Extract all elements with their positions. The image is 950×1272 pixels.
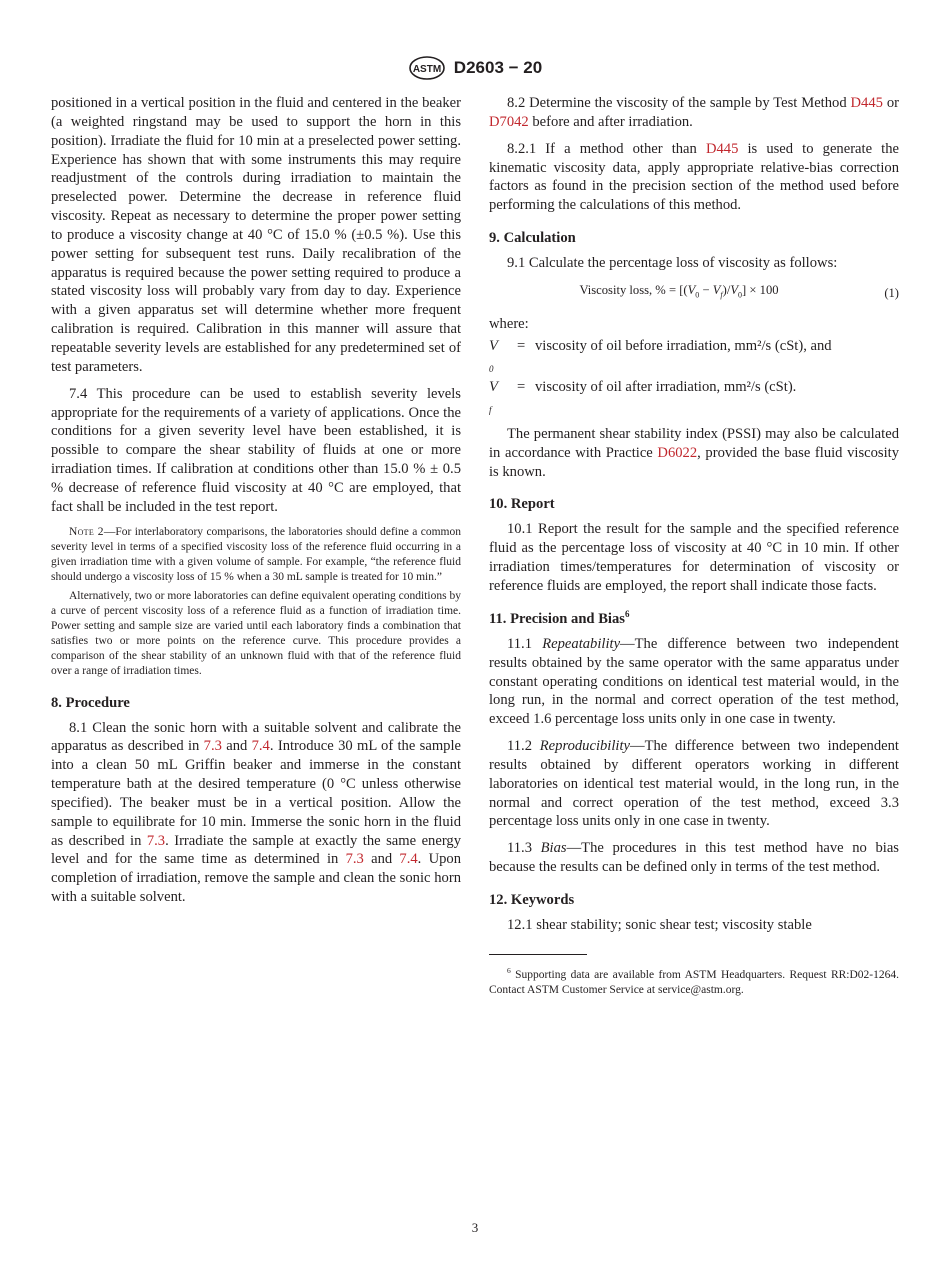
- link-7-3[interactable]: 7.3: [345, 851, 364, 868]
- footnote-divider: [489, 954, 587, 955]
- definition-vf-text: viscosity of oil after irradiation, mm²/s (cSt).: [535, 379, 797, 396]
- text-span: 11.2: [507, 738, 540, 755]
- page-header: [0, 56, 950, 80]
- definition-vf: [489, 378, 832, 419]
- equation-formula: $[(V_0 - V_f)/V_0]$: [679, 282, 747, 300]
- paragraph-11-2: [489, 737, 899, 831]
- text-span: 11.1: [507, 635, 543, 652]
- link-d7042[interactable]: D7042: [489, 113, 529, 130]
- paragraph-8-1: [51, 719, 461, 907]
- link-7-3[interactable]: 7.3: [203, 738, 222, 755]
- note-2-text: —For interlaboratory comparisons, the laboratories should define a common severity level in terms of a specified viscosity loss of the reference fluid occurring in a given irradiation time with a given volume of sample. For example, “the reference fluid should undergo a viscosity loss of 15 % when a 30 mL sample is treated for 10 min.”: [51, 525, 462, 583]
- equation-1: [489, 281, 899, 305]
- text-span: 8.1 Clean the sonic horn with a suitable solvent and calibrate the apparatus as described in: [51, 719, 461, 755]
- text-span: Bias: [540, 840, 567, 857]
- text-span: Reproducibility: [539, 738, 630, 755]
- footnote-ref-6[interactable]: 6: [624, 608, 630, 619]
- text-span: The permanent shear stability index (PSSI) may also be calculated in accordance with Practice: [489, 425, 899, 461]
- text-span: 0: [489, 364, 494, 375]
- document-designation: D2603 − 20: [453, 58, 543, 77]
- paragraph-11-1: [489, 635, 899, 729]
- link-d445[interactable]: D445: [705, 140, 739, 157]
- paragraph-7-3-continued: positioned in a vertical position in the fluid and centered in the beaker (a weighted ringstand may be used to support the horn in this position). Irradiate the fluid for 10 min at a preselected power setting. Experience has shown that with some instruments this may require readjustment of the controls during irradiation to maintain the preselected power. Determine the decrease in reference fluid viscosity. Repeat as necessary to determine the proper power setting to produce a viscosity change at 40 °C of 15.0 % (±0.5 %). Use this power setting for subsequent test runs. Daily recalibration of the apparatus is required because the power setting required to produce a stated viscosity loss will probably vary from day to day. Experience with a given apparatus set will determine whether more frequent calibration is required. Calibration in this manner will assure that repeatable severity levels are established for any predetermined set of test parameters.: [51, 95, 461, 375]
- text-span: is used to generate the kinematic viscosity data, apply appropriate relative-bias correction factors as found in the precision section of the method used before performing the calculations of this method.: [489, 140, 900, 214]
- equals-sign: =: [517, 338, 526, 355]
- footnote-6: [489, 963, 899, 998]
- text-span: V: [489, 379, 498, 396]
- left-column: [51, 94, 461, 915]
- right-column: [489, 94, 899, 998]
- note-2: [51, 525, 461, 585]
- link-7-4[interactable]: 7.4: [399, 851, 418, 868]
- text-span: 11. Precision and Bias: [489, 610, 625, 627]
- text-span: and: [221, 738, 252, 755]
- text-span: 6: [507, 965, 511, 975]
- link-7-4[interactable]: 7.4: [251, 738, 270, 755]
- text-span: , provided the base fluid viscosity is known.: [489, 444, 899, 480]
- text-span: Supporting data are available from ASTM Headquarters. Request RR:D02-1264. Contact ASTM Customer Service at service@astm.org.: [489, 968, 899, 996]
- symbol-vf: [489, 378, 517, 419]
- paragraph-8-2: [489, 94, 899, 132]
- text-span: —The difference between two independent results obtained by the same operator with the same apparatus under constant operating conditions on identical test material would, in the long run, in the normal and correct operation of the test method, exceed 1.6 percentage loss units only in one case in twenty.: [489, 635, 899, 728]
- section-11-heading: [489, 610, 899, 628]
- paragraph-9-1: 9.1 Calculate the percentage loss of viscosity as follows:: [507, 255, 838, 272]
- paragraph-10-1: 10.1 Report the result for the sample and the specified reference fluid as the percentage loss of viscosity at 40 °C in 10 min. If other irradiation times/temperatures for determination of viscosity or reference fluids are employed, the report shall indicate those facts.: [489, 521, 899, 594]
- astm-logo: [408, 56, 446, 80]
- page-number: 3: [471, 1220, 479, 1235]
- text-span: 11.3: [507, 840, 541, 857]
- equation-body: [489, 281, 869, 305]
- text-span: . Upon completion of irradiation, remove the sample and clean the sonic horn with a suitable solvent.: [51, 851, 461, 906]
- section-8-heading: 8. Procedure: [51, 694, 130, 711]
- link-d6022[interactable]: D6022: [657, 444, 698, 461]
- text-span: or: [882, 95, 899, 111]
- text-span: . Introduce 30 mL of the sample into a clean 50 mL Griffin beaker and immerse in the constant temperature bath at the desired temperature (0 °C unless otherwise specified). The beaker must be in a vertical position. Allow the sample to equilibrate for 10 min. Immerse the sonic horn in the fluid as described in: [51, 738, 461, 849]
- section-10-heading: 10. Report: [489, 496, 555, 513]
- note-2-label: Note 2: [69, 525, 104, 538]
- text-span: . Irradiate the sample at exactly the same energy level and for the same time as determined in: [51, 832, 462, 868]
- astm-logo-text: ASTM: [412, 64, 441, 75]
- paragraph-12-1: 12.1 shear stability; sonic shear test; viscosity stable: [507, 916, 812, 933]
- text-span: —The difference between two independent results obtained by different operators working in different laboratories on identical test material would, in the long run, in the normal and correct operation of the test method, exceed 3.3 percentage loss units only in one case in twenty.: [489, 738, 899, 830]
- definition-v0: [489, 337, 832, 378]
- variable-definitions: [489, 337, 832, 419]
- paragraph-11-3: [489, 839, 899, 877]
- section-12-heading: 12. Keywords: [489, 891, 575, 908]
- text-span: 8.2 Determine the viscosity of the sample by Test Method: [507, 95, 851, 111]
- text-span: before and after irradiation.: [528, 113, 693, 130]
- text-span: f: [489, 404, 492, 415]
- paragraph-8-2-1: [489, 140, 899, 215]
- definition-v0-text: viscosity of oil before irradiation, mm²/s (cSt), and: [535, 338, 832, 355]
- link-d445[interactable]: D445: [850, 95, 883, 111]
- note-2-continued: Alternatively, two or more laboratories can define equivalent operating conditions by a curve of percent viscosity loss of a reference fluid as a function of irradiation time. Power setting and sample size are varied until each laboratory finds a combination that satisfies two or more points on the reference curve. This procedure provides a comparison of the shear stability of an unknown fluid with that of the reference fluid over a range of irradiation times.: [51, 589, 461, 678]
- text-span: Repeatability: [542, 635, 621, 652]
- section-9-heading: 9. Calculation: [489, 230, 576, 247]
- paragraph-7-4: 7.4 This procedure can be used to establish severity levels appropriate for the requirements of a variety of applications. Once the conditions for a given severity level have been established, it is possible to compare the shear stability of fluids at one or more irradiation times. If calibration at conditions other than 15.0 % ± 0.5 % decrease of reference fluid viscosity at 40 °C are employed, that fact shall be included in the test report.: [51, 385, 461, 515]
- paragraph-pssi: [489, 425, 899, 482]
- text-span: —The procedures in this test method have no bias because the results can be defined only in terms of the test method.: [489, 840, 899, 876]
- text-span: 8.2.1 If a method other than: [507, 140, 706, 157]
- equation-lhs: Viscosity loss, % =: [579, 282, 677, 297]
- text-span: and: [363, 851, 400, 868]
- link-7-3[interactable]: 7.3: [146, 832, 166, 849]
- equation-tail: × 100: [749, 282, 779, 297]
- symbol-v0: [489, 337, 517, 378]
- text-span: V: [489, 338, 498, 355]
- where-label: where:: [489, 316, 529, 333]
- equation-number: (1): [884, 285, 899, 300]
- equals-sign: =: [517, 379, 526, 396]
